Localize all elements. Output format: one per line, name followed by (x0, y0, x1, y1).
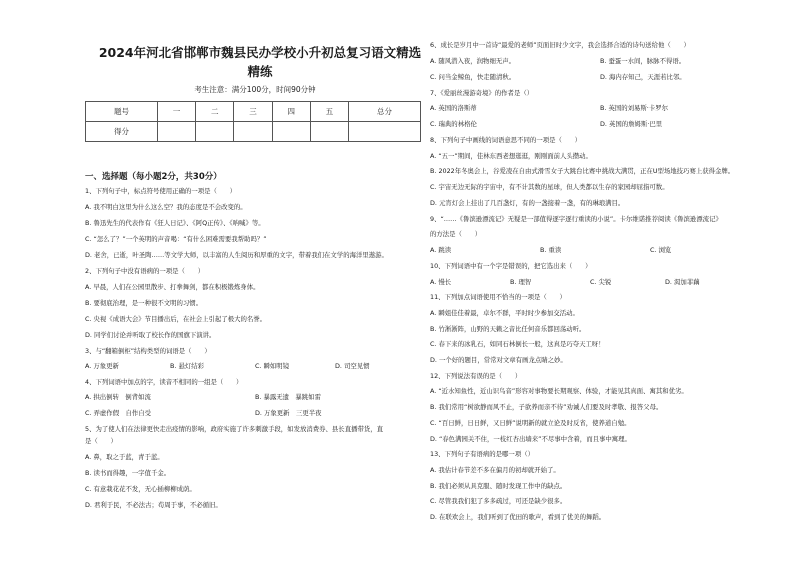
option-item[interactable]: C. 宇宙无边无际的宇宙中，有不计其数的星球，但人类都以生存的家园却屈指可数。 (430, 183, 669, 191)
question-line: 5、为了使人们在法律更快走出疫情的影响，政府实施了许多刺激手段，如发放消费券、县长直播带货，直 (85, 425, 384, 433)
question-line: C. “怎么了？”一个英明的声音喝：“有什么困难需要我帮助吗？” (85, 235, 267, 243)
option-item[interactable]: C. 问当金鲸鱼，快走随清秋。 (430, 73, 516, 81)
option-item[interactable]: A. 慢长 (430, 278, 452, 286)
question-line: 1、下列句子中，标点符号使用正确的一项是（ ） (85, 187, 237, 195)
option-item[interactable]: A. 我估计春节差不多在偏月的初却就开始了。 (430, 466, 560, 474)
option-item[interactable]: A. 瞬姐佳佳着最，卓尔不群，平时时少参加交活动。 (430, 309, 579, 317)
question-line: 8、下列句子中画线的词语意思不同的一项是（ ） (430, 136, 582, 144)
section-heading: 一、选择题（每小题2分，共30分） (85, 172, 222, 182)
score-input-cell[interactable] (310, 122, 348, 142)
score-input-cell[interactable] (157, 122, 195, 142)
option-item[interactable]: C. 浏览 (650, 246, 672, 254)
question-line: 2、下列句子中没有语病的一项是（ ） (85, 267, 205, 275)
option-item[interactable]: A. 跳读 (430, 246, 452, 254)
option-item[interactable]: C. 春下来的冰乳石，如同石林倒长一般，这真是巧夺天工呀！ (430, 340, 605, 348)
question-line: 12、下列说法有误的是（ ） (430, 372, 522, 380)
option-item[interactable]: D. 英国的詹姆斯·巴里 (600, 120, 663, 128)
question-line: 13、下列句子有语病的是哪一项（） (430, 450, 534, 458)
score-cell: 一 (157, 102, 195, 122)
question-line: B. 鲁迅先生的代表作有《狂人日记》、《阿Q正传》、《呐喊》等。 (85, 219, 265, 227)
option-item[interactable]: C. 瞬如明镜 (255, 362, 290, 370)
option-item[interactable]: D. 司空见惯 (335, 362, 370, 370)
score-cell: 四 (272, 102, 310, 122)
option-item[interactable]: D. 元宵灯会上挂出了几百盏灯，有的一盏接着一盏，有的琳琅满目。 (430, 199, 625, 207)
option-item[interactable]: B. 我们常用“树欲静而风不止，子欲养而亲不待”劝诫人们要及时孝敬、报答父母。 (430, 403, 663, 411)
option-item[interactable]: A. 随风潜入夜，润物细无声。 (430, 57, 516, 65)
option-item[interactable]: B. 重读 (540, 246, 562, 254)
score-table-header-row (86, 102, 421, 122)
question-line: A. 早晨，人们在公园里散步、打拳舞剑，都在积极锻炼身体。 (85, 283, 260, 291)
option-item[interactable]: D. 万象更新 三更半夜 (255, 409, 322, 417)
option-item[interactable]: D. 在联欢会上，我们听到了优田的歌声，看到了优美的舞蹈。 (430, 513, 606, 521)
score-table-score-row (86, 122, 421, 142)
option-item[interactable]: B. 蚕蛋一水间，脉脉不得语。 (600, 57, 686, 65)
exam-notice: 考生注意：满分100分，时间90分钟 (194, 85, 316, 94)
question-line: 10、下列词语中有一个字是错误的，把它选出来（ ） (430, 262, 592, 270)
question-line: 11、下列加点词语使用不恰当的一项是（ ） (430, 293, 566, 301)
option-item[interactable]: B. 理智 (510, 278, 532, 286)
option-item[interactable]: C. 弄虚作假 自作自受 (85, 409, 152, 417)
option-item[interactable]: C. 尽管我我们犯了多多疏过，可还是缺少很多。 (430, 497, 567, 505)
option-item[interactable]: B. 竹淅淅阵，山野的天籁之音比任何音乐都回荡动听。 (430, 325, 586, 333)
score-cell: 二 (196, 102, 234, 122)
question-line: B. 要彻底治理，是一种很不文明的习惯。 (85, 299, 203, 307)
question-line: 3、与“翻箱倒柜”结构类型的词语是（ ） (85, 347, 211, 355)
option-item[interactable]: A. 英国的洛斯蒂 (430, 104, 477, 112)
score-cell: 题号 (86, 102, 158, 122)
question-line: 4、下列词语中加点的字，读音不相同的一组是（ ） (85, 378, 243, 386)
question-line: 7、《爱丽丝漫游奇境》的作者是（） (430, 89, 534, 97)
question-line: 的方法是（ ） (430, 230, 482, 238)
option-item[interactable]: A. 鼻，取之于蓝，青于蓝。 (85, 453, 164, 461)
option-item[interactable]: A. “五一”期间，佳林东西老想逛逛，刚刚面前人头攒动。 (430, 152, 592, 160)
question-line: 是（ ） (85, 437, 117, 445)
question-line: D. 同学们讨论并听取了校长作的国旗下演讲。 (85, 331, 216, 339)
option-item[interactable]: C. 有意栽花花不发，无心插柳柳成荫。 (85, 485, 196, 493)
score-input-cell[interactable] (272, 122, 310, 142)
score-input-cell[interactable] (196, 122, 234, 142)
page-title: 2024年河北省邯郸市魏县民办学校小升初总复习语文精选精练 (98, 45, 422, 79)
question-line: C. 央视《成语大会》节目播出后，在社会上引起了极大的名誉。 (85, 315, 267, 323)
option-item[interactable]: B. 我们必须从具克服、随时发现工作中的缺点。 (430, 482, 567, 490)
option-item[interactable]: C. 尖锐 (590, 278, 612, 286)
option-item[interactable]: B. 2022年冬奥会上，谷爱凌在自由式滑雪女子大跳台比赛中挑战大满贯，正在U型场地技巧赛上获得金牌。 (430, 167, 735, 175)
score-cell: 得分 (86, 122, 158, 142)
option-item[interactable]: A. “近水知鱼性，近山识鸟音”形容对事物要长期观察、体验，才能见其真面、寓其和优劣。 (430, 387, 688, 395)
option-item[interactable]: C. “百日鲜，日日鲜，又日鲜”说明新的就立论及时反省，使养道自勉。 (430, 419, 631, 427)
option-item[interactable]: A. 拱出倒转 倒背如流 (85, 393, 151, 401)
option-item[interactable]: D. “春色满园关不住，一枝红杏出墙来”不尽事中含着，而且事中寓理。 (430, 435, 631, 443)
question-line: A. 我不明白这里为什么这么空？我的态度是不会改变的。 (85, 203, 247, 211)
question-line: 6、成长是岁月中一首诗“最爱的老师”页面旧时少文字，我会选择合适的诗句送给他（ ） (430, 41, 690, 49)
score-cell: 总分 (349, 102, 421, 122)
score-input-cell[interactable] (349, 122, 421, 142)
question-line: 9、“……《鲁滨逊漂流记》无疑是一部值得逐字逐行重读的小说”。卡尔维诺推荐阅读《鲁滨逊漂流记》 (430, 215, 722, 223)
score-table (85, 101, 421, 142)
option-item[interactable]: A. 万象更新 (85, 362, 119, 370)
option-item[interactable]: D. 君利于民，不必法古；苟周于事，不必循旧。 (85, 501, 222, 509)
option-item[interactable]: C. 瑞典的林格伦 (430, 120, 477, 128)
score-cell: 五 (310, 102, 348, 122)
score-cell: 三 (234, 102, 272, 122)
option-item[interactable]: D. 海内存知己，天涯若比邻。 (600, 73, 686, 81)
question-line: D. 老舍，已逝，叶圣陶……等文学大师，以丰富的人生阅历和厚重的文字，带着我们在文学的海洋里遨游。 (85, 251, 388, 259)
option-item[interactable]: B. 悬灯结彩 (170, 362, 205, 370)
score-input-cell[interactable] (234, 122, 272, 142)
option-item[interactable]: B. 读书而得趣，一字值千金。 (85, 469, 171, 477)
option-item[interactable]: D. 一个好的题目，常常对文章有画龙点睛之妙。 (430, 356, 567, 364)
option-item[interactable]: D. 渴加菲藕 (665, 278, 700, 286)
option-item[interactable]: B. 暴露无遗 暴跳如雷 (255, 393, 321, 401)
option-item[interactable]: B. 英国的刘易斯·卡罗尔 (600, 104, 668, 112)
